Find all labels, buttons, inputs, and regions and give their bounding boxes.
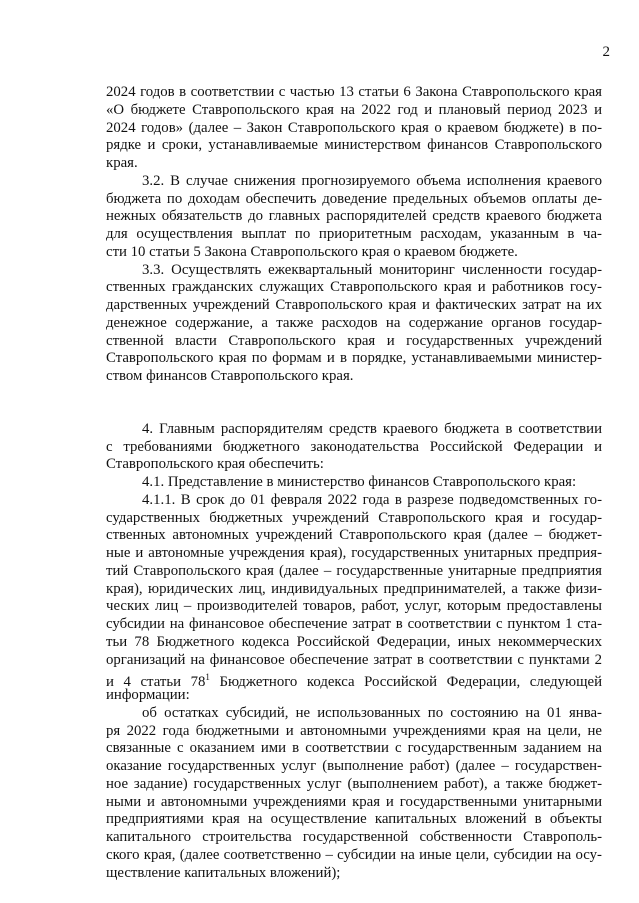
- text-line-with-superscript: [106, 669, 602, 691]
- superscript-number: 1: [205, 672, 210, 683]
- text-fragment: и 4 статьи 78: [106, 674, 206, 691]
- text-line: информации:: [106, 687, 190, 703]
- text-line: денежное содержание, а также расходов на содержание органов государ-: [106, 314, 602, 331]
- text-line: 2024 годов» (далее – Закон Ставропольского края о краевом бюджете) в по-: [106, 119, 602, 136]
- text-line: связанные с оказанием ими в соответствии с государственным заданием на: [106, 740, 602, 757]
- text-line: сти 10 статьи 5 Закона Ставропольского края о краевом бюджете.: [106, 243, 518, 260]
- text-line: ством финансов Ставропольского края.: [106, 368, 354, 384]
- paragraph-4: [106, 421, 602, 474]
- text-line: Ставропольского края обеспечить:: [106, 456, 324, 473]
- text-line: ное задание) государственных услуг (выполнением работ), а также бюджет-: [106, 775, 602, 792]
- text-line: 3.2. В случае снижения прогнозируемого объема исполнения краевого: [142, 172, 602, 189]
- text-line: с требованиями бюджетного законодательства Российской Федерации и: [106, 438, 602, 455]
- text-line: оказание государственных услуг (выполнение работ) (далее – государствен-: [106, 758, 602, 774]
- text-line: «О бюджете Ставропольского края на 2022 год и плановый период 2023 и: [106, 101, 602, 118]
- paragraph-budget-law-continuation: [106, 84, 602, 173]
- text-line: тий Ставропольского края (далее – государственные унитарные предприятия: [106, 562, 602, 579]
- paragraph-gap: [106, 386, 602, 421]
- text-line: организаций на финансовое обеспечение затрат в соответствии с пунктами 2: [106, 651, 602, 668]
- text-line: капитального строительства государственной собственности Ставрополь-: [106, 829, 602, 845]
- text-line: тьи 78 Бюджетного кодекса Российской Федерации, иных некоммерческих: [106, 633, 602, 650]
- text-line: края.: [106, 155, 138, 171]
- text-line: рядке и сроки, устанавливаемые министерством финансов Ставропольского: [106, 137, 602, 154]
- text-line: ственных гражданских служащих Ставропольского края и работников госу-: [106, 279, 602, 296]
- text-line: ря 2022 года бюджетными и автономными учреждениями края на цели, не: [106, 722, 602, 739]
- text-line: об остатках субсидий, не использованных по состоянию на 01 янва-: [142, 704, 602, 721]
- paragraph-3-2: [106, 173, 602, 262]
- paragraph-4-1: [106, 474, 602, 492]
- document-body: [106, 84, 602, 882]
- text-line: дарственных учреждений Ставропольского края и фактических затрат на их: [106, 297, 602, 313]
- text-line: субсидии на финансовое обеспечение затрат в соответствии с пунктом 1 ста-: [106, 616, 602, 632]
- page-number: 2: [602, 44, 610, 60]
- text-line: 4.1. Представление в министерство финансов Ставропольского края:: [142, 474, 577, 490]
- text-line: ского края, (далее соответственно – субсидии на иные цели, субсидии на осу-: [106, 846, 602, 863]
- text-line: ные и автономные учреждения края), государственных унитарных предприя-: [106, 545, 602, 561]
- text-line: ческих лиц – производителей товаров, работ, услуг, которым предоставлены: [106, 598, 602, 615]
- text-line: нежных обязательств до главных распорядителей средств краевого бюджета: [106, 208, 602, 225]
- text-fragment: Бюджетного кодекса Российской Федерации, следующей: [209, 674, 602, 691]
- text-line: ными и автономными учреждениями края и государственными унитарными: [106, 793, 602, 810]
- paragraph-4-1-1: [106, 492, 602, 705]
- text-line: 4.1.1. В срок до 01 февраля 2022 года в разрезе подведомственных го-: [142, 491, 602, 508]
- text-line: 3.3. Осуществлять ежеквартальный мониторинг численности государ-: [142, 261, 602, 278]
- text-line: сударственных бюджетных учреждений Ставропольского края и государ-: [106, 509, 602, 526]
- text-line: 4. Главным распорядителям средств краевого бюджета в соответствии: [142, 420, 602, 437]
- text-line: ственных автономных учреждений Ставропольского края (далее – бюджет-: [106, 527, 602, 544]
- text-line: края), юридических лиц, индивидуальных предпринимателей, а также физи-: [106, 580, 602, 597]
- text-line: для осуществления выплат по приоритетным расходам, указанным в ча-: [106, 226, 602, 242]
- text-line: бюджета по доходам обеспечить доведение предельных объемов оплаты де-: [106, 190, 602, 207]
- text-line: 2024 годов в соответствии с частью 13 статьи 6 Закона Ставропольского края: [106, 84, 602, 100]
- text-line: предприятиями края на осуществление капитальных вложений в объекты: [106, 811, 602, 828]
- text-line: Ставропольского края по формам и в порядке, устанавливаемыми министер-: [106, 350, 602, 367]
- paragraph-3-3: [106, 262, 602, 386]
- text-line: ществление капитальных вложений);: [106, 864, 341, 881]
- paragraph-subsidy-remains: [106, 705, 602, 883]
- text-line: ственной власти Ставропольского края и государственных учреждений: [106, 332, 602, 349]
